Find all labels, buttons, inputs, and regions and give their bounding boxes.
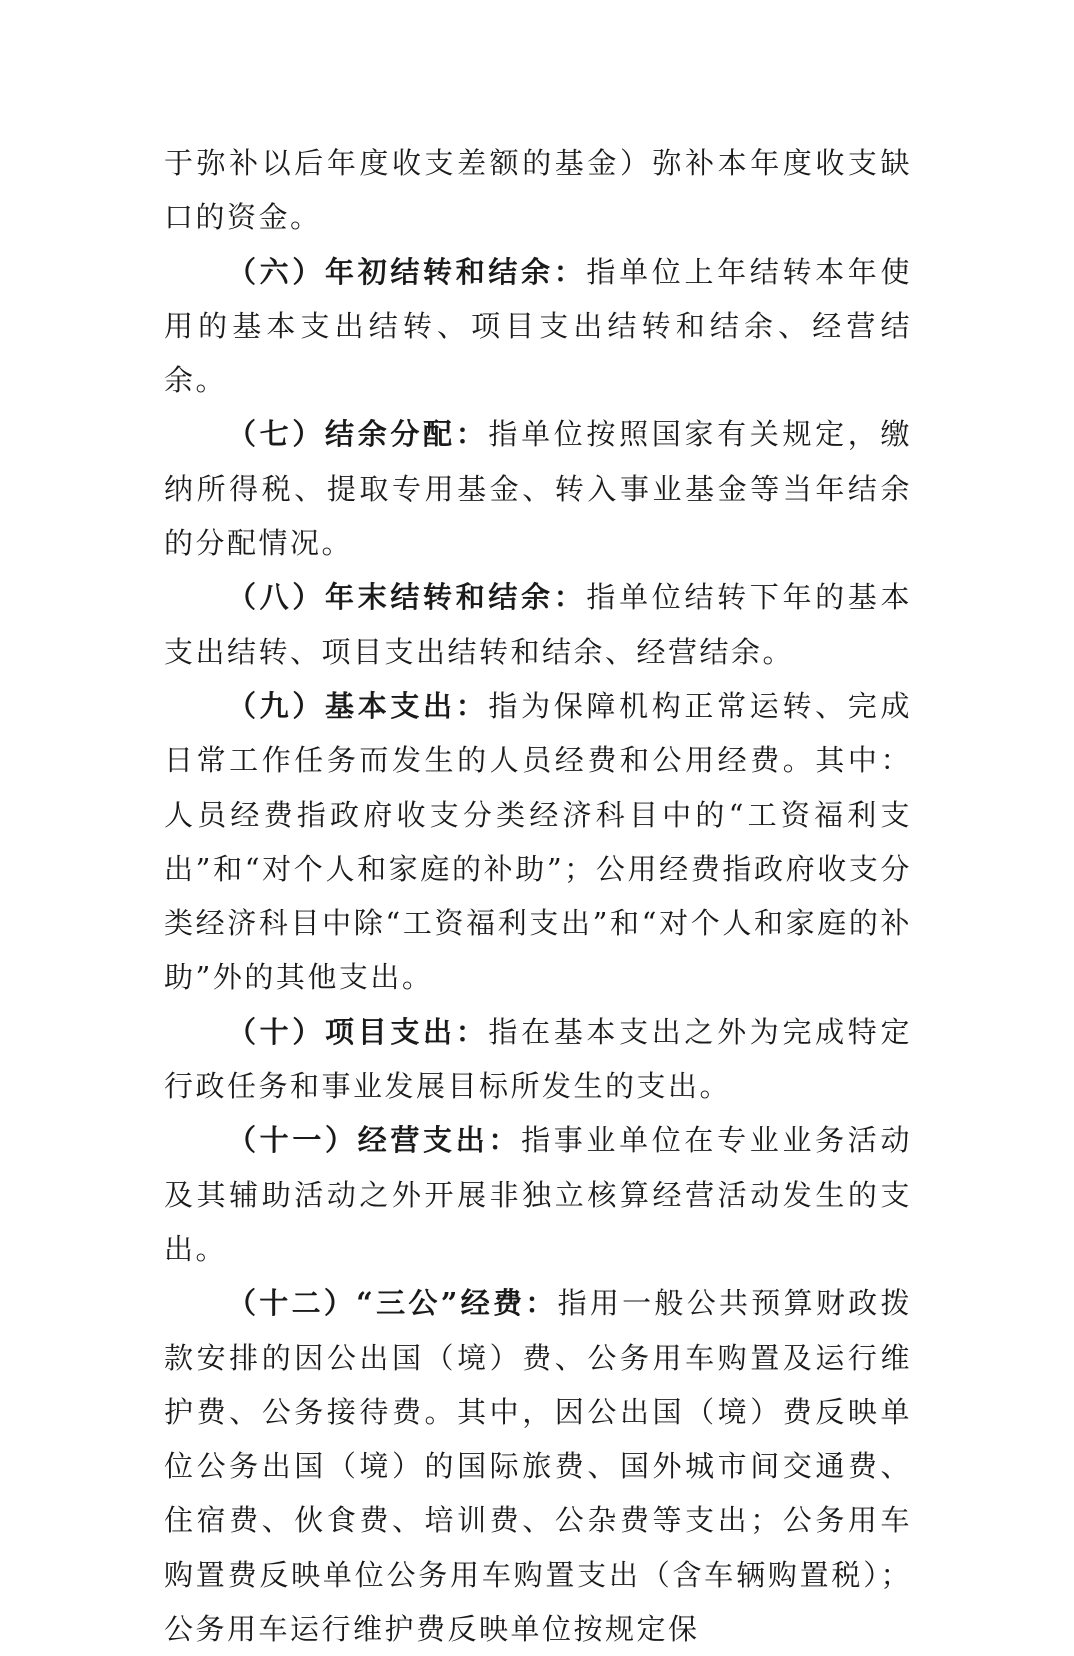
paragraph-item-8: [164, 570, 912, 679]
paragraph-item-11: [164, 1113, 912, 1276]
paragraph-continuation: [164, 136, 912, 245]
document-body: [164, 136, 912, 1656]
paragraph-item-9: [164, 679, 912, 1005]
paragraph-text: 指单位结转下年的基本支出结转、项目支出结转和结余、经营结余。: [164, 580, 912, 669]
paragraph-term: （七）结余分配：: [227, 417, 489, 452]
paragraph-text: 指用一般公共预算财政拨款安排的因公出国（境）费、公务用车购置及运行维护费、公务接待费。其中，因公出国（境）费反映单位公务出国（境）的国际旅费、国外城市间交通费、住宿费、伙食费、培训费、公杂费等支出；公务用车购置费反映单位公务用车购置支出（含车辆购置税）；公务用车运行维护费反映单位按规定保: [164, 1286, 912, 1647]
paragraph-term: （十）项目支出：: [227, 1014, 489, 1049]
paragraph-text: 指单位上年结转本年使用的基本支出结转、项目支出结转和结余、经营结余。: [164, 254, 912, 398]
paragraph-item-12: [164, 1276, 912, 1656]
paragraph-term: （十一）经营支出：: [227, 1123, 522, 1158]
paragraph-text: 指事业单位在专业业务活动及其辅助活动之外开展非独立核算经营活动发生的支出。: [164, 1123, 912, 1266]
paragraph-item-6: [164, 245, 912, 408]
paragraph-text: 指为保障机构正常运转、完成日常工作任务而发生的人员经费和公用经费。其中：人员经费指政府收支分类经济科目中的“工资福利支出”和“对个人和家庭的补助”；公用经费指政府收支分类经济科目中除“工资福利支出”和“对个人和家庭的补助”外的其他支出。: [164, 688, 912, 995]
paragraph-term: （八）年末结转和结余：: [227, 580, 587, 615]
paragraph-text: 指单位按照国家有关规定，缴纳所得税、提取专用基金、转入事业基金等当年结余的分配情况。: [164, 417, 912, 561]
paragraph-text: 指在基本支出之外为完成特定行政任务和事业发展目标所发生的支出。: [164, 1014, 912, 1104]
paragraph-term: （九）基本支出：: [227, 688, 489, 723]
paragraph-term: （十二）“三公”经费：: [227, 1286, 558, 1321]
paragraph-item-7: [164, 407, 912, 570]
paragraph-text: 于弥补以后年度收支差额的基金）弥补本年度收支缺口的资金。: [164, 146, 912, 235]
paragraph-item-10: [164, 1005, 912, 1114]
paragraph-term: （六）年初结转和结余：: [227, 254, 587, 289]
